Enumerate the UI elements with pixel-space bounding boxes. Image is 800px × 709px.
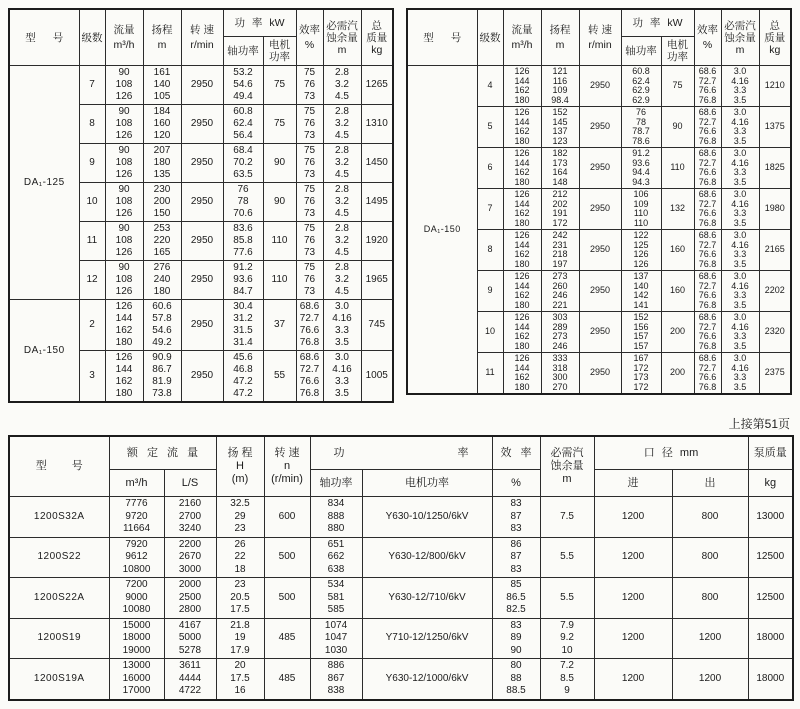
pump-row [9,659,793,700]
cell-speed: 485 [264,618,310,659]
cell-eff: 68.6 72.7 76.6 76.8 [296,300,323,351]
cell-outlet: 800 [672,497,748,538]
cell-flow: 90 108 126 [105,105,143,144]
cell-head: 90.9 86.7 81.9 73.8 [143,351,181,403]
cell-speed: 2950 [181,183,223,222]
cell-npsh: 7.5 [540,497,594,538]
cell-shaft: 122 125 126 126 [621,230,661,271]
cell-head: 32.5 29 23 [216,497,264,538]
cell-head: 23 20.5 17.5 [216,578,264,619]
col-header-stages: 级数 [79,9,105,66]
cell-shaft: 60.8 62.4 62.9 62.9 [621,66,661,107]
col-header-stages: 级数 [477,9,503,66]
cell-flow: 126 144 162 180 [105,300,143,351]
cell-head: 230 200 150 [143,183,181,222]
cell-motor: 37 [263,300,296,351]
cell-speed: 500 [264,578,310,619]
cell-head: 184 160 120 [143,105,181,144]
continuation-note: 上接第51页 [728,417,790,431]
cell-npsh: 2.8 3.2 4.5 [323,261,361,300]
cell-stages: 11 [477,353,503,395]
cell-flow: 126 144 162 180 [503,66,541,107]
col-header-power: 功 率 kW [621,9,694,37]
cell-eff: 68.6 72.7 76.6 76.8 [694,312,721,353]
cell-motor: Y630-12/800/6kV [362,537,492,578]
col-header-head: 扬 程 H (m) [216,436,264,497]
col-header-flow-m3h: m³/h [109,470,164,497]
cell-stages: 7 [477,189,503,230]
cell-inlet: 1200 [594,537,672,578]
cell-flow: 90 108 126 [105,144,143,183]
cell-npsh: 7.9 9.2 10 [540,618,594,659]
cell-stages: 9 [79,144,105,183]
col-header-speed: 转 速 n (r/min) [264,436,310,497]
cell-mass: 2165 [759,230,791,271]
cell-shaft: 83.6 85.8 77.6 [223,222,263,261]
col-header-mass: 总 质量 kg [759,9,791,66]
cell-stages: 3 [79,351,105,403]
cell-outlet: 800 [672,578,748,619]
cell-mass: 13000 [748,497,793,538]
cell-flow: 126 144 162 180 [503,189,541,230]
cell-mass: 1825 [759,148,791,189]
cell-mass: 18000 [748,659,793,700]
cell-mass: 1310 [361,105,393,144]
cell-mass: 1450 [361,144,393,183]
cell-eff: 85 86.5 82.5 [492,578,540,619]
cell-inlet: 1200 [594,497,672,538]
cell-ls: 2160 2700 3240 [164,497,216,538]
col-header-motor-power: 电机 功率 [661,37,694,66]
col-header-efficiency: 效率 % [694,9,721,66]
col-header-npsh: 必需汽 蚀余量 m [323,9,361,66]
cell-shaft: 76 78 78.7 78.6 [621,107,661,148]
cell-eff: 75 76 73 [296,261,323,300]
cell-eff: 68.6 72.7 76.6 76.8 [694,107,721,148]
cell-motor: Y630-12/1000/6kV [362,659,492,700]
cell-npsh: 3.0 4.16 3.3 3.5 [721,66,759,107]
pump-row [9,537,793,578]
cell-mass: 12500 [748,578,793,619]
cell-mass: 1965 [361,261,393,300]
cell-speed: 2950 [579,312,621,353]
cell-speed: 2950 [181,351,223,403]
cell-stages: 7 [79,66,105,105]
cell-speed: 2950 [579,353,621,395]
cell-speed: 2950 [181,105,223,144]
col-header-flow: 流量 m³/h [503,9,541,66]
cell-speed: 2950 [181,144,223,183]
col-header-shaft-power: 轴功率 [310,470,362,497]
cell-ls: 2000 2500 2800 [164,578,216,619]
model-cell: 1200S32A [9,497,109,538]
cell-npsh: 3.0 4.16 3.3 3.5 [721,353,759,395]
cell-stages: 6 [477,148,503,189]
cell-speed: 2950 [181,300,223,351]
stage-row [9,66,393,105]
cell-eff: 68.6 72.7 76.6 76.8 [694,353,721,395]
cell-m3h: 15000 18000 19000 [109,618,164,659]
cell-head: 242 231 218 197 [541,230,579,271]
top-tables-row [8,8,792,403]
col-header-power: 功 率 [310,436,492,470]
cell-shaft: 53.2 54.6 49.4 [223,66,263,105]
cell-head: 152 145 137 123 [541,107,579,148]
cell-eff: 68.6 72.7 76.6 76.8 [694,148,721,189]
col-header-speed: 转 速 r/min [579,9,621,66]
cell-mass: 1980 [759,189,791,230]
cell-npsh: 2.8 3.2 4.5 [323,66,361,105]
col-header-motor-power: 电机 功率 [263,37,296,66]
cell-motor: 110 [263,222,296,261]
cell-mass: 1265 [361,66,393,105]
cell-ls: 2200 2670 3000 [164,537,216,578]
cell-motor: 160 [661,271,694,312]
col-header-motor-power: 电机功率 [362,470,492,497]
cell-head: 273 260 246 221 [541,271,579,312]
cell-mass: 1210 [759,66,791,107]
cell-eff: 68.6 72.7 76.6 76.8 [694,189,721,230]
cell-motor: Y630-12/710/6kV [362,578,492,619]
cell-npsh: 3.0 4.16 3.3 3.5 [721,148,759,189]
cell-mass: 2202 [759,271,791,312]
cell-head: 253 220 165 [143,222,181,261]
cell-head: 161 140 105 [143,66,181,105]
cell-eff: 86 87 83 [492,537,540,578]
cell-motor: 90 [263,144,296,183]
cell-motor: 132 [661,189,694,230]
cell-ls: 3611 4444 4722 [164,659,216,700]
cell-eff: 75 76 73 [296,183,323,222]
cell-motor: 90 [661,107,694,148]
col-header-efficiency: 效 率 [492,436,540,470]
cell-eff: 68.6 72.7 76.6 76.8 [694,66,721,107]
col-header-speed: 转 速 r/min [181,9,223,66]
col-header-npsh: 必需汽 蚀余量 m [540,436,594,497]
cell-head: 276 240 180 [143,261,181,300]
cell-speed: 2950 [181,222,223,261]
cell-motor: 160 [661,230,694,271]
cell-shaft: 91.2 93.6 84.7 [223,261,263,300]
cell-stages: 10 [477,312,503,353]
cell-mass: 1375 [759,107,791,148]
cell-mass: 1005 [361,351,393,403]
model-cell: DA₁-150 [9,300,79,403]
cell-npsh: 2.8 3.2 4.5 [323,183,361,222]
cell-outlet: 1200 [672,618,748,659]
cell-shaft: 106 109 110 110 [621,189,661,230]
cell-flow: 126 144 162 180 [503,312,541,353]
stage-row [407,66,791,107]
cell-flow: 90 108 126 [105,183,143,222]
cell-outlet: 1200 [672,659,748,700]
cell-motor: 200 [661,312,694,353]
cell-inlet: 1200 [594,618,672,659]
cell-motor: 200 [661,353,694,395]
cell-flow: 126 144 162 180 [503,107,541,148]
cell-mass: 1920 [361,222,393,261]
col-header-flow-ls: L/S [164,470,216,497]
cell-speed: 2950 [579,66,621,107]
cell-head: 60.6 57.8 54.6 49.2 [143,300,181,351]
cell-eff: 80 88 88.5 [492,659,540,700]
cell-m3h: 13000 16000 17000 [109,659,164,700]
col-header-rated-flow: 额 定 流 量 [109,436,216,470]
cell-shaft: 834 888 880 [310,497,362,538]
cell-head: 26 22 18 [216,537,264,578]
col-header-head: 扬程 m [143,9,181,66]
cell-motor: 75 [263,66,296,105]
cell-stages: 5 [477,107,503,148]
col-header-flow: 流量 m³/h [105,9,143,66]
cell-shaft: 30.4 31.2 31.5 31.4 [223,300,263,351]
cell-stages: 9 [477,271,503,312]
cell-eff: 83 89 90 [492,618,540,659]
cell-flow: 126 144 162 180 [503,230,541,271]
cell-eff: 83 87 83 [492,497,540,538]
cell-m3h: 7776 9720 11664 [109,497,164,538]
model-cell: 1200S22A [9,578,109,619]
cell-shaft: 886 867 838 [310,659,362,700]
cell-speed: 600 [264,497,310,538]
cell-flow: 90 108 126 [105,261,143,300]
cell-flow: 126 144 162 180 [503,271,541,312]
cell-npsh: 3.0 4.16 3.3 3.5 [721,230,759,271]
cell-eff: 75 76 73 [296,66,323,105]
cell-mass: 18000 [748,618,793,659]
cell-eff: 68.6 72.7 76.6 76.8 [694,230,721,271]
cell-head: 303 289 273 246 [541,312,579,353]
model-cell: 1200S19 [9,618,109,659]
model-cell: 1200S19A [9,659,109,700]
col-header-efficiency: 效率 % [296,9,323,66]
col-header-bore: 口 径 mm [594,436,748,470]
cell-shaft: 60.8 62.4 56.4 [223,105,263,144]
cell-speed: 2950 [579,148,621,189]
cell-shaft: 76 78 70.6 [223,183,263,222]
cell-speed: 2950 [579,189,621,230]
cell-motor: 75 [661,66,694,107]
cell-npsh: 3.0 4.16 3.3 3.5 [323,300,361,351]
cell-npsh: 2.8 3.2 4.5 [323,144,361,183]
cell-npsh: 7.2 8.5 9 [540,659,594,700]
cell-head: 182 173 164 148 [541,148,579,189]
cell-shaft: 91.2 93.6 94.4 94.3 [621,148,661,189]
cell-mass: 2320 [759,312,791,353]
cell-eff: 75 76 73 [296,105,323,144]
cell-motor: 55 [263,351,296,403]
cell-npsh: 3.0 4.16 3.3 3.5 [721,107,759,148]
cell-npsh: 5.5 [540,578,594,619]
cell-speed: 485 [264,659,310,700]
col-header-head: 扬程 m [541,9,579,66]
col-header-npsh: 必需汽 蚀余量 m [721,9,759,66]
cell-inlet: 1200 [594,659,672,700]
cell-eff: 68.6 72.7 76.6 76.8 [296,351,323,403]
model-cell: DA₁-125 [9,66,79,300]
cell-npsh: 3.0 4.16 3.3 3.5 [721,312,759,353]
cell-head: 212 202 191 172 [541,189,579,230]
cell-eff: 75 76 73 [296,144,323,183]
cell-speed: 2950 [579,107,621,148]
cell-head: 21.8 19 17.9 [216,618,264,659]
pump-spec-table-right [406,8,792,395]
cell-outlet: 800 [672,537,748,578]
cell-eff: 75 76 73 [296,222,323,261]
cell-eff: 68.6 72.7 76.6 76.8 [694,271,721,312]
col-header-model: 型 号 [9,436,109,497]
cell-flow: 126 144 162 180 [503,353,541,395]
cell-stages: 10 [79,183,105,222]
cell-head: 20 17.5 16 [216,659,264,700]
cell-speed: 2950 [181,261,223,300]
pump-row [9,618,793,659]
col-header-bore-inlet: 进 [594,470,672,497]
cell-speed: 2950 [579,271,621,312]
cell-npsh: 2.8 3.2 4.5 [323,222,361,261]
col-header-bore-outlet: 出 [672,470,748,497]
cell-motor: Y630-10/1250/6kV [362,497,492,538]
cell-shaft: 137 140 142 141 [621,271,661,312]
cell-m3h: 7920 9612 10800 [109,537,164,578]
cell-mass: 1495 [361,183,393,222]
col-header-efficiency-unit: % [492,470,540,497]
cell-npsh: 2.8 3.2 4.5 [323,105,361,144]
col-header-shaft-power: 轴功率 [621,37,661,66]
cell-head: 333 318 300 270 [541,353,579,395]
col-header-pump-mass: 泵质量 [748,436,793,470]
cell-npsh: 3.0 4.16 3.3 3.5 [721,189,759,230]
cell-motor: 90 [263,183,296,222]
col-header-mass: 总 质量 kg [361,9,393,66]
pump-row [9,497,793,538]
cell-motor: 75 [263,105,296,144]
cell-npsh: 3.0 4.16 3.3 3.5 [721,271,759,312]
cell-flow: 90 108 126 [105,222,143,261]
cell-speed: 2950 [181,66,223,105]
cell-inlet: 1200 [594,578,672,619]
cell-motor: 110 [263,261,296,300]
cell-stages: 12 [79,261,105,300]
cell-head: 207 180 135 [143,144,181,183]
col-header-power: 功 率 kW [223,9,296,37]
pump-spec-table-left [8,8,394,403]
model-cell: DA₁-150 [407,66,477,395]
cell-flow: 126 144 162 180 [105,351,143,403]
cell-stages: 11 [79,222,105,261]
cell-shaft: 167 172 173 172 [621,353,661,395]
cell-shaft: 45.6 46.8 47.2 47.2 [223,351,263,403]
cell-shaft: 68.4 70.2 63.5 [223,144,263,183]
cell-speed: 2950 [579,230,621,271]
cell-mass: 12500 [748,537,793,578]
stage-row [9,300,393,351]
cell-motor: Y710-12/1250/6kV [362,618,492,659]
cell-ls: 4167 5000 5278 [164,618,216,659]
cell-npsh: 5.5 [540,537,594,578]
cell-stages: 8 [477,230,503,271]
pump-spec-table-bottom [8,435,794,701]
cell-stages: 4 [477,66,503,107]
col-header-model: 型 号 [407,9,477,66]
cell-speed: 500 [264,537,310,578]
cell-shaft: 1074 1047 1030 [310,618,362,659]
col-header-pump-mass-unit: kg [748,470,793,497]
cell-head: 121 116 109 98.4 [541,66,579,107]
cell-motor: 110 [661,148,694,189]
pump-row [9,578,793,619]
col-header-model: 型 号 [9,9,79,66]
cell-stages: 2 [79,300,105,351]
col-header-shaft-power: 轴功率 [223,37,263,66]
cell-m3h: 7200 9000 10080 [109,578,164,619]
cell-shaft: 534 581 585 [310,578,362,619]
cell-shaft: 651 662 638 [310,537,362,578]
cell-mass: 2375 [759,353,791,395]
model-cell: 1200S22 [9,537,109,578]
cell-npsh: 3.0 4.16 3.3 3.5 [323,351,361,403]
cell-flow: 90 108 126 [105,66,143,105]
cell-flow: 126 144 162 180 [503,148,541,189]
cell-mass: 745 [361,300,393,351]
cell-stages: 8 [79,105,105,144]
cell-shaft: 152 156 157 157 [621,312,661,353]
